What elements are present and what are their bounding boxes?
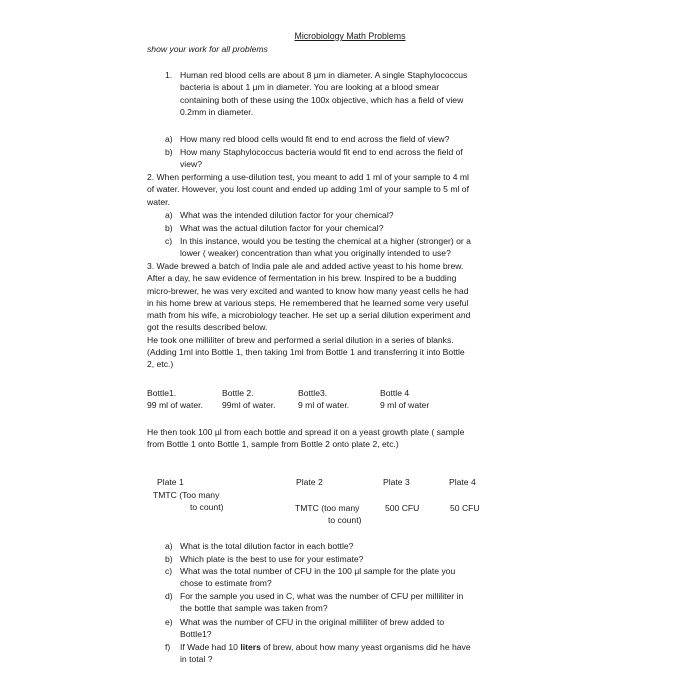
instructions-subtitle: show your work for all problems [147, 44, 268, 54]
bottle-name: Bottle 4 [380, 388, 410, 398]
plate-2-name: Plate 2 [296, 477, 323, 487]
q3b-label: b) [165, 554, 173, 564]
q3-line: After a day, he saw evidence of fermentation in his brew. Inspired to be a budding [147, 273, 457, 284]
q2a-text: What was the intended dilution factor for your chemical? [180, 210, 394, 220]
bottle-2 [222, 387, 276, 412]
q2c-label: c) [165, 236, 173, 246]
q1-line: containing both of these using the 100x objective, which has a field of view [180, 94, 464, 105]
page-title: Microbiology Math Problems [294, 31, 406, 41]
q3f-bold: liters [240, 642, 261, 652]
plate-1-name: Plate 1 [157, 477, 184, 487]
q3e-label: e) [165, 617, 173, 627]
q1b-line: view? [180, 159, 202, 170]
bottle-1 [147, 387, 203, 412]
q1b-label: b) [165, 147, 173, 157]
q1-text [180, 69, 467, 118]
q3d-line: For the sample you used in C, what was the number of CFU per milliliter in [180, 591, 464, 601]
q2a-label: a) [165, 210, 173, 220]
q3f-line [180, 641, 471, 653]
plate-1-result [153, 489, 223, 514]
q1a-text: How many red blood cells would fit end to end across the field of view? [180, 134, 450, 144]
q3c-text [180, 565, 455, 590]
plating-line: He then took 100 µl from each bottle and spread it on a yeast growth plate ( sample [147, 427, 465, 437]
q1-line: Human red blood cells are about 8 µm in diameter. A single Staphylococcus [180, 70, 468, 80]
q2-line: 2. When performing a use-dilution test, you meant to add 1 ml of your sample to 4 ml [147, 172, 469, 182]
plating-text [147, 426, 464, 451]
plate-4-name: Plate 4 [449, 477, 476, 487]
q3-line: in his home brew at various steps. He remembered that he learned some very useful [147, 297, 469, 308]
q2-line: of water. However, you lost count and ended up adding 1ml of your sample to 5 ml of [147, 184, 469, 195]
q3e-line: Bottle1? [180, 629, 212, 640]
bottle-volume: 9 ml of water [380, 400, 430, 411]
bottle-volume: 9 ml of water. [298, 400, 350, 411]
q3e-line: What was the number of CFU in the original milliliter of brew added to [180, 617, 445, 627]
q3-line: 2, etc.) [147, 359, 174, 370]
plate-4-result: 50 CFU [450, 503, 480, 513]
q3b-text: Which plate is the best to use for your estimate? [180, 554, 364, 564]
q3f-line: in total ? [180, 654, 213, 665]
q2-text [147, 171, 469, 208]
q3f-pre: If Wade had 10 [180, 642, 241, 652]
bottle-3 [298, 387, 349, 412]
q3d-line: the bottle that sample was taken from? [180, 603, 328, 614]
bottle-name: Bottle 2. [222, 388, 254, 398]
q3-line: math from his wife, a microbiology teacher. He set up a serial dilution experiment and [147, 310, 471, 321]
q1-line: bacteria is about 1 µm in diameter. You are looking at a blood smear [180, 82, 440, 93]
q3a-label: a) [165, 541, 173, 551]
q1-line: 0.2mm in diameter. [180, 106, 254, 117]
q1b-line: How many Staphylococcus bacteria would fit end to end across the field of [180, 147, 463, 157]
bottle-4 [380, 387, 429, 412]
q3-line: got the results described below. [147, 322, 268, 333]
plate-result-line: to count) [190, 502, 224, 513]
q1a-label: a) [165, 134, 173, 144]
q3d-text [180, 590, 463, 615]
q2c-line: In this instance, would you be testing the chemical at a higher (stronger) or a [180, 236, 471, 246]
q3f-label: f) [165, 642, 171, 652]
q3a-text: What is the total dilution factor in each bottle? [180, 541, 354, 551]
q3f-post: of brew, about how many yeast organisms did he have [260, 642, 471, 652]
q2b-label: b) [165, 223, 173, 233]
q3-line: micro-brewer, he was very excited and wanted to know how many yeast cells he had [147, 285, 469, 296]
q3f-text [180, 641, 471, 666]
q2-line: water. [147, 196, 170, 207]
plate-result-line: TMTC (too many [295, 503, 360, 513]
q1-number: 1. [165, 70, 173, 80]
q3-line: He took one milliliter of brew and performed a serial dilution in a series of blanks. [147, 334, 454, 345]
q3d-label: d) [165, 591, 173, 601]
plate-2-result [295, 502, 361, 527]
q2b-text: What was the actual dilution factor for your chemical? [180, 223, 384, 233]
bottle-volume: 99 ml of water. [147, 400, 203, 411]
q1b-text [180, 146, 463, 171]
plate-result-line: to count) [328, 515, 362, 526]
q3-text [147, 260, 470, 371]
q3-line: (Adding 1ml into Bottle 1, then taking 1ml from Bottle 1 and transferring it into Bottle [147, 347, 465, 358]
q3c-label: c) [165, 566, 173, 576]
q3c-line: chose to estimate from? [180, 578, 272, 589]
bottle-name: Bottle3. [298, 388, 328, 398]
q3-line: 3. Wade brewed a batch of India pale ale and added active yeast to his home brew. [147, 261, 464, 271]
q3c-line: What was the total number of CFU in the 100 µl sample for the plate you [180, 566, 456, 576]
plating-line: from Bottle 1 onto Bottle 1, sample from Bottle 2 onto plate 2, etc.) [147, 439, 399, 450]
bottle-name: Bottle1. [147, 388, 177, 398]
q2c-text [180, 235, 471, 260]
bottle-volume: 99ml of water. [222, 400, 276, 411]
q2c-line: lower ( weaker) concentration than what you originally intended to use? [180, 248, 451, 259]
plate-3-name: Plate 3 [383, 477, 410, 487]
plate-3-result: 500 CFU [385, 503, 420, 513]
plate-result-line: TMTC (Too many [153, 490, 220, 500]
q3e-text [180, 616, 444, 641]
